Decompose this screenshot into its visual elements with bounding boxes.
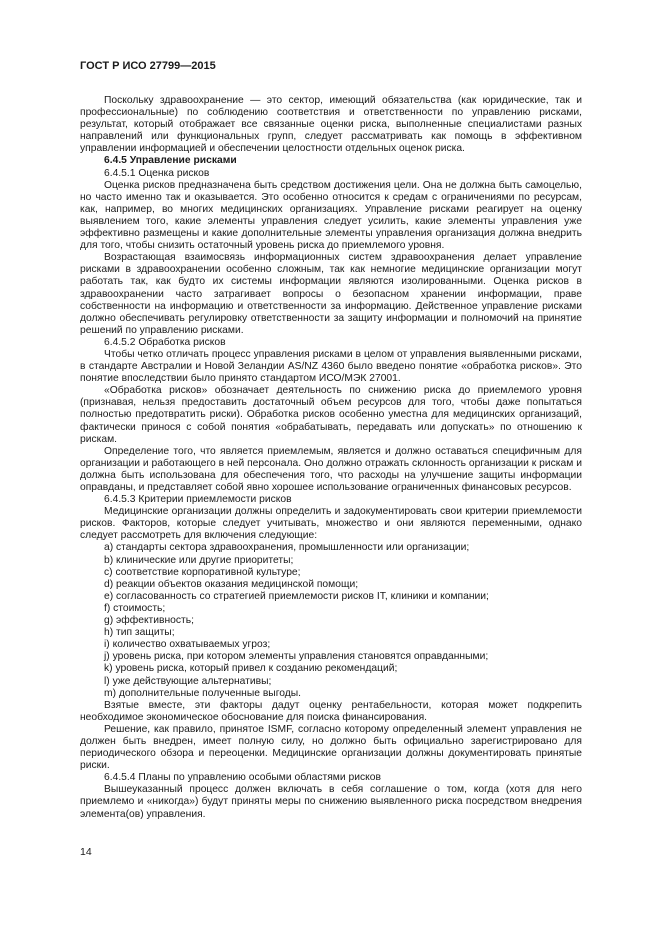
paragraph: Медицинские организации должны определить и задокументировать свои критерии приемлемости рисков. Факторов, которые следует учитывать, множество и они являются переменными, однако следует рассмотреть для включения следующие: (80, 506, 582, 542)
section-heading: 6.4.5.2 Обработка рисков (104, 336, 226, 348)
list-item: c) соответствие корпоративной культуре; (104, 566, 301, 578)
list-item: h) тип защиты; (104, 627, 175, 639)
paragraph: Решение, как правило, принятое ISMF, согласно которому определенный элемент управления не должен быть внедрен, имеет полную силу, но должно быть официально зарегистрировано для периодического обзора и переоценки. Медицинские организации должны документировать принятые риски. (80, 723, 582, 772)
page-number: 14 (80, 846, 92, 858)
section-heading: 6.4.5.1 Оценка рисков (104, 167, 210, 179)
document-body (80, 95, 582, 821)
list-item: a) стандарты сектора здравоохранения, промышленности или организации; (104, 542, 470, 554)
paragraph: Поскольку здравоохранение — это сектор, имеющий обязательства (как юридические, так и профессиональные) по соблюдению соответствия и ответственности по управлению рисками, результат, который отображает все связанные оценки риска, выполненные специалистами разных направлений или функциональных групп, следует рассматривать как помощь в эффективном управлении информацией и обеспечении целостности отдельных оценок риска. (80, 95, 582, 155)
section-heading: 6.4.5.3 Критерии приемлемости рисков (104, 494, 292, 506)
section-heading: 6.4.5 Управление рисками (104, 155, 237, 167)
list-item: k) уровень риска, который привел к созданию рекомендаций; (104, 663, 398, 675)
list-item: e) согласованность со стратегией приемлемости рисков IT, клиники и компании; (104, 590, 489, 602)
paragraph: Возрастающая взаимосвязь информационных систем здравоохранения делает управление рисками в здравоохранении особенно сложным, так как немногие медицинские организации могут работать так, как будто их системы информации являются изолированными. Оценка рисков в здравоохранении часто затрагивает вопросы о безопасном хранении информации, праве собственности на информацию и ответственности за информацию. Действенное управление рисками должно обеспечивать регулировку ответственности за защиту информации и полномочий на принятие решений по управлению рисками. (80, 252, 582, 336)
section-heading: 6.4.5.4 Планы по управлению особыми областями рисков (104, 772, 381, 784)
paragraph: Оценка рисков предназначена быть средством достижения цели. Она не должна быть самоцелью, но часто именно так и оказывается. Это особенно относится к средам с ограничениями по ресурсам, как, например, во многих медицинских организациях. Управление рисками реагирует на оценку выявлением того, какие элементы управления следует усилить, какие элементы управления уже эффективно размещены и какие дополнительные элементы управления организация должна внедрить для того, чтобы снизить остаточный уровень риска до приемлемого уровня. (80, 179, 582, 252)
list-item: d) реакции объектов оказания медицинской помощи; (104, 578, 359, 590)
list-item: m) дополнительные полученные выгоды. (104, 687, 302, 699)
document-header: ГОСТ Р ИСО 27799—2015 (80, 60, 216, 72)
paragraph: Взятые вместе, эти факторы дадут оценку рентабельности, которая может подкрепить необходимое экономическое обоснование для поиска финансирования. (80, 699, 582, 723)
list-item: i) количество охватываемых угроз; (104, 639, 271, 651)
list-item: j) уровень риска, при котором элементы управления становятся оправданными; (104, 651, 489, 663)
list-item: b) клинические или другие приоритеты; (104, 554, 294, 566)
paragraph: Определение того, что является приемлемым, является и должно оставаться специфичным для организации и работающего в ней персонала. Оно должно отражать склонность организации к рискам и должна быть использована для обеспечения того, что расходы на улучшение защиты информации оправданы, и представляет собой явно хорошее использование ограниченных финансовых ресурсов. (80, 445, 582, 493)
list-item: l) уже действующие альтернативы; (104, 675, 272, 687)
list-item: f) стоимость; (104, 602, 166, 614)
paragraph: Вышеуказанный процесс должен включать в себя соглашение о том, когда (хотя для него приемлемо и «никогда») будут приняты меры по снижению выявленного риска посредством внедрения элемента(ов) управления. (80, 784, 582, 820)
list-item: g) эффективность; (104, 615, 195, 627)
paragraph: «Обработка рисков» обозначает деятельность по снижению риска до приемлемого уровня (признавая, нельзя предоставить достаточный объем ресурсов для того, чтобы даже попытаться полностью предотвратить риски). Обработка рисков особенно уместна для медицинских организаций, фактически принося с собой понятия «обрабатывать, передавать или допускать» по отношению к рискам. (80, 385, 582, 445)
paragraph: Чтобы четко отличать процесс управления рисками в целом от управления выявленными рисками, в стандарте Австралии и Новой Зеландии AS/NZ 4360 было введено понятие «обработка рисков». Это понятие впоследствии было принято стандартом ИСО/МЭК 27001. (80, 348, 582, 385)
